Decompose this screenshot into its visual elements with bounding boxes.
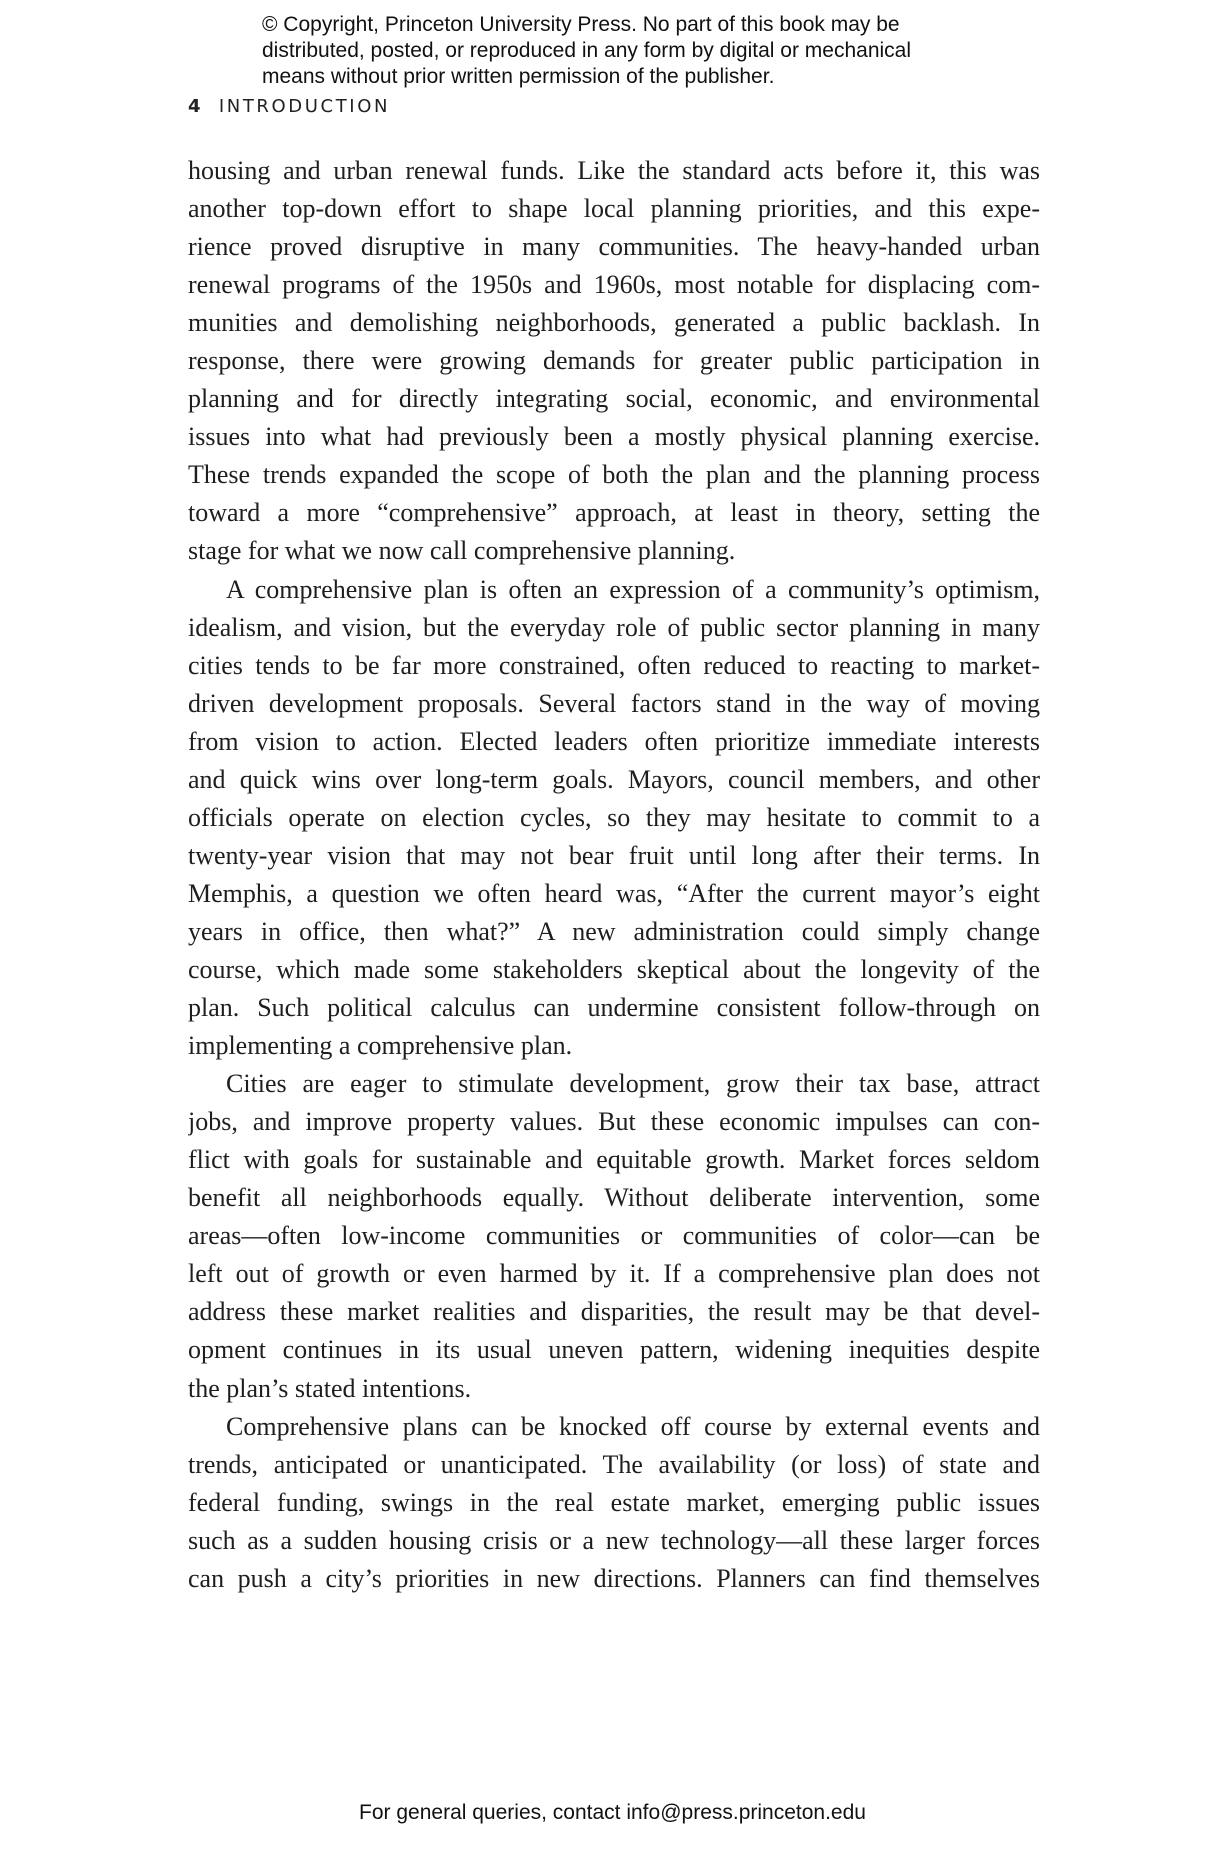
text-line: plan. Such political calculus can undermine consistent follow-through on	[188, 993, 1040, 1023]
page-number: 4	[188, 96, 201, 117]
text-line: areas—often low-income communities or communities of color—can be	[188, 1221, 1040, 1251]
footer-contact: For general queries, contact info@press.princeton.edu	[359, 1801, 866, 1824]
text-line: Memphis, a question we often heard was, “After the current mayor’s eight	[188, 878, 1040, 908]
text-line: the plan’s stated intentions.	[188, 1373, 472, 1403]
text-line: These trends expanded the scope of both the plan and the planning process	[188, 460, 1040, 490]
text-line: Comprehensive plans can be knocked off course by external events and	[226, 1411, 1040, 1441]
text-line: flict with goals for sustainable and equitable growth. Market forces seldom	[188, 1145, 1040, 1175]
copyright-line: distributed, posted, or reproduced in any form by digital or mechanical	[262, 39, 912, 62]
text-line: stage for what we now call comprehensive planning.	[188, 536, 736, 566]
text-line: course, which made some stakeholders skeptical about the longevity of the	[188, 954, 1040, 984]
text-line: benefit all neighborhoods equally. Without deliberate intervention, some	[188, 1183, 1040, 1213]
copyright-notice	[262, 12, 1002, 90]
text-line: and quick wins over long-term goals. Mayors, council members, and other	[188, 764, 1040, 794]
text-line: left out of growth or even harmed by it. If a comprehensive plan does not	[188, 1259, 1040, 1289]
text-line: response, there were growing demands for greater public participation in	[188, 346, 1040, 376]
text-line: address these market realities and disparities, the result may be that devel-	[188, 1297, 1040, 1327]
text-line: issues into what had previously been a mostly physical planning exercise.	[188, 422, 1040, 452]
text-line: driven development proposals. Several factors stand in the way of moving	[188, 688, 1040, 718]
text-line: trends, anticipated or unanticipated. The availability (or loss) of state and	[188, 1449, 1040, 1479]
text-line: toward a more “comprehensive” approach, at least in theory, setting the	[188, 498, 1040, 528]
text-line: renewal programs of the 1950s and 1960s, most notable for displacing com-	[188, 270, 1040, 300]
text-line: idealism, and vision, but the everyday role of public sector planning in many	[188, 612, 1040, 642]
running-head	[188, 96, 390, 118]
text-line: opment continues in its usual uneven pattern, widening inequities despite	[188, 1335, 1040, 1365]
text-line: munities and demolishing neighborhoods, generated a public backlash. In	[188, 308, 1040, 338]
body-text	[188, 152, 1040, 1598]
copyright-line: © Copyright, Princeton University Press. No part of this book may be	[262, 13, 900, 36]
section-title: INTRODUCTION	[218, 96, 391, 117]
text-line: planning and for directly integrating social, economic, and environmental	[188, 384, 1040, 414]
text-line: cities tends to be far more constrained, often reduced to reacting to market-	[188, 650, 1040, 680]
text-line: another top-down effort to shape local planning priorities, and this expe-	[188, 194, 1040, 224]
copyright-line: means without prior written permission of the publisher.	[262, 65, 775, 88]
text-line: A comprehensive plan is often an expression of a community’s optimism,	[226, 574, 1040, 604]
text-line: officials operate on election cycles, so they may hesitate to commit to a	[188, 802, 1040, 832]
text-line: implementing a comprehensive plan.	[188, 1031, 573, 1061]
text-line: rience proved disruptive in many communities. The heavy-handed urban	[188, 232, 1040, 262]
text-line: jobs, and improve property values. But these economic impulses can con-	[188, 1107, 1040, 1137]
text-line: years in office, then what?” A new administration could simply change	[188, 916, 1040, 946]
text-line: Cities are eager to stimulate development, grow their tax base, attract	[226, 1069, 1040, 1099]
text-line: federal funding, swings in the real estate market, emerging public issues	[188, 1487, 1040, 1517]
text-line: such as a sudden housing crisis or a new technology—all these larger forces	[188, 1525, 1040, 1555]
text-line: housing and urban renewal funds. Like the standard acts before it, this was	[188, 156, 1040, 185]
text-line: can push a city’s priorities in new directions. Planners can find themselves	[188, 1563, 1040, 1593]
text-line: twenty-year vision that may not bear fruit until long after their terms. In	[188, 840, 1040, 870]
text-line: from vision to action. Elected leaders often prioritize immediate interests	[188, 726, 1040, 756]
